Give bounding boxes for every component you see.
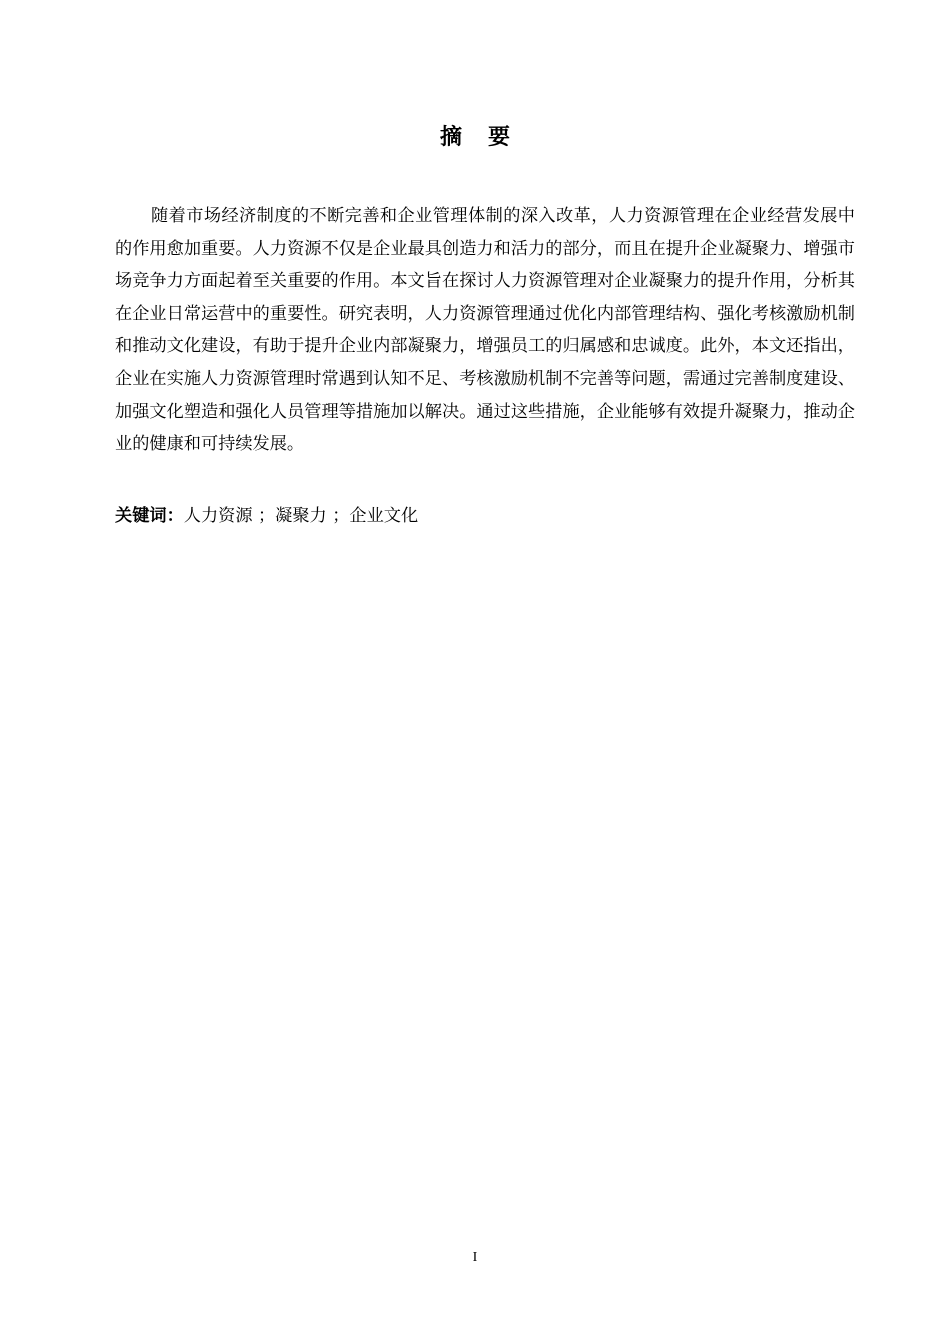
page-title: 摘要 xyxy=(439,125,536,150)
keywords-line xyxy=(115,500,855,532)
keywords-label: 关键词： xyxy=(115,506,184,526)
abstract-paragraph: 随着市场经济制度的不断完善和企业管理体制的深入改革，人力资源管理在企业经营发展中的作用愈加重要。人力资源不仅是企业最具创造力和活力的部分，而且在提升企业凝聚力、增强市场竞争力方面起着至关重要的作用。本文旨在探讨人力资源管理对企业凝聚力的提升作用，分析其在企业日常运营中的重要性。研究表明，人力资源管理通过优化内部管理结构、强化考核激励机制和推动文化建设，有助于提升企业内部凝聚力，增强员工的归属感和忠诚度。此外，本文还指出，企业在实施人力资源管理时常遇到认知不足、考核激励机制不完善等问题，需通过完善制度建设、加强文化塑造和强化人员管理等措施加以解决。通过这些措施，企业能够有效提升凝聚力，推动企业的健康和可持续发展。 xyxy=(115,206,855,455)
page-number: I xyxy=(472,1250,478,1265)
keywords-text: 人力资源 ；凝聚力 ；企业文化 xyxy=(183,506,419,526)
